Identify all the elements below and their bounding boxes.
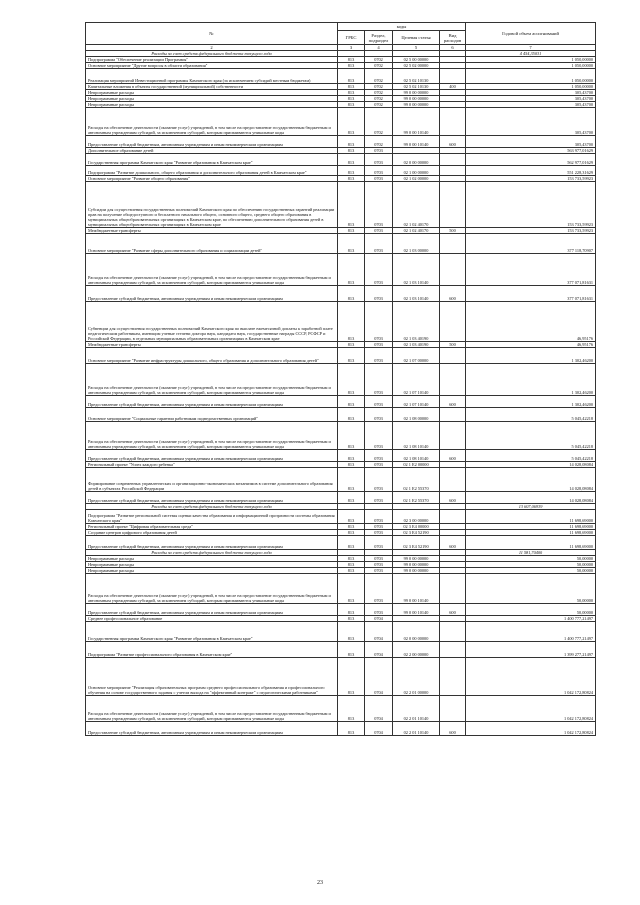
- row-csr: 02 3 E4 52190: [393, 530, 440, 536]
- row-vr: 600: [440, 450, 466, 462]
- row-amount: 1 302,46200: [466, 364, 596, 396]
- row-csr: 99 0 00 10140: [393, 604, 440, 616]
- row-grbs: 813: [338, 422, 365, 450]
- row-grbs: 813: [338, 176, 365, 182]
- row-name: Предоставление субсидий бюджетным, автономным учреждениям и иным некоммерческим организациям: [86, 492, 338, 504]
- row-razdel: 0702: [365, 90, 393, 96]
- row-csr: 02 1 07 10140: [393, 364, 440, 396]
- row-razdel: 0702: [365, 84, 393, 90]
- row-csr: 02 1 08 10140: [393, 450, 440, 462]
- row-csr: 02 5 00 00000: [393, 57, 440, 63]
- row-amount: 11 698,69000: [466, 524, 596, 530]
- row-name: Среднее профессиональное образование: [86, 616, 338, 622]
- row-name: Региональный проект "Успех каждого ребенка": [86, 462, 338, 468]
- row-grbs: 813: [338, 616, 365, 622]
- row-amount: 305,43700: [466, 90, 596, 96]
- row-amount: 551 228,31629: [466, 166, 596, 176]
- row-name: Расходы на обеспечение деятельности (оказание услуг) учреждений, в том числе на предоставление государственным бюджетным и автономным учреждениям субсидий, за исключением субсидий, которым присваиваются уникальные коды: [86, 254, 338, 286]
- row-amount: 153 733,59923: [466, 228, 596, 234]
- row-amount: 1 399 277,21497: [466, 642, 596, 658]
- row-vr: [440, 182, 466, 228]
- header-name: №: [86, 23, 338, 45]
- table-row: [86, 696, 596, 722]
- row-amount: 1 042 172,80824: [466, 722, 596, 736]
- row-csr: 02 5 02 10130: [393, 84, 440, 90]
- row-name: Субсидии для осуществления государственных полномочий Камчатского края по обеспечению государственных гарантий реализации прав на получение общедоступного и бесплатного начального общего, основного общего, среднего общего образования в муниципальных общеобразовательных организациях в Камчатском крае, по обеспечению дополнительного образования детей в муниципальных общеобразовательных организациях в Камчатском крае: [86, 182, 338, 228]
- row-amount: 50,00000: [466, 574, 596, 604]
- row-amount: 11 581,70400: [466, 550, 596, 556]
- row-csr: 99 0 00 00000: [393, 96, 440, 102]
- row-grbs: 813: [338, 364, 365, 396]
- row-amount: 50,00000: [466, 568, 596, 574]
- row-razdel: 0703: [365, 166, 393, 176]
- row-vr: 600: [440, 136, 466, 148]
- row-csr: 02 1 E2 00000: [393, 462, 440, 468]
- row-name: Подпрограмма "Развитие профессионального образования в Камчатском крае": [86, 642, 338, 658]
- row-razdel: 0703: [365, 396, 393, 408]
- row-csr: 02 1 02 40170: [393, 182, 440, 228]
- row-csr: 02 1 08 00000: [393, 408, 440, 422]
- row-razdel: 0704: [365, 722, 393, 736]
- budget-table-page: [85, 22, 595, 736]
- header-csr: Целевая статья: [393, 31, 440, 45]
- table-row: [86, 510, 596, 524]
- row-csr: 02 3 00 00000: [393, 510, 440, 524]
- row-razdel: 0703: [365, 154, 393, 166]
- table-row: [86, 468, 596, 492]
- row-amount: 1 050,00000: [466, 69, 596, 84]
- row-grbs: 813: [338, 63, 365, 69]
- row-name: Государственная программа Камчатского края "Развитие образования в Камчатском крае": [86, 154, 338, 166]
- row-grbs: 813: [338, 604, 365, 616]
- row-amount: 5 045,42218: [466, 450, 596, 462]
- row-amount: 11 698,69000: [466, 510, 596, 524]
- table-row: [86, 136, 596, 148]
- row-grbs: 813: [338, 84, 365, 90]
- row-amount: 1 302,46200: [466, 348, 596, 364]
- table-row: [86, 622, 596, 642]
- table-row: [86, 408, 596, 422]
- row-grbs: 813: [338, 102, 365, 108]
- row-name: Непрограммные расходы: [86, 102, 338, 108]
- row-csr: 02 2 01 10140: [393, 696, 440, 722]
- row-razdel: 0703: [365, 422, 393, 450]
- row-vr: [440, 166, 466, 176]
- row-csr: 02 1 03 00000: [393, 234, 440, 254]
- row-name: Капитальные вложения в объекты государственной (муниципальной) собственности: [86, 84, 338, 90]
- row-grbs: 813: [338, 96, 365, 102]
- row-csr: 99 0 00 10140: [393, 574, 440, 604]
- row-razdel: 0704: [365, 616, 393, 622]
- row-csr: 02 1 07 10140: [393, 396, 440, 408]
- row-grbs: 813: [338, 408, 365, 422]
- row-razdel: 0703: [365, 182, 393, 228]
- row-amount: 153 733,59923: [466, 182, 596, 228]
- row-csr: 99 0 00 00000: [393, 90, 440, 96]
- row-csr: 99 0 00 00000: [393, 556, 440, 562]
- header-index: 5: [393, 45, 440, 51]
- row-razdel: 0703: [365, 234, 393, 254]
- row-vr: [440, 154, 466, 166]
- header-razdel: Раздел, подраздел: [365, 31, 393, 45]
- row-razdel: 0703: [365, 604, 393, 616]
- table-row: [86, 722, 596, 736]
- row-razdel: 0703: [365, 302, 393, 342]
- row-name: Расходы на обеспечение деятельности (оказание услуг) учреждений, в том числе на предоставление государственным бюджетным и автономным учреждениям субсидий, за исключением субсидий, которым присваиваются уникальные коды: [86, 696, 338, 722]
- row-csr: 02 1 03 10140: [393, 254, 440, 286]
- row-csr: 02 1 03 40190: [393, 342, 440, 348]
- table-row: [86, 604, 596, 616]
- table-row: [86, 166, 596, 176]
- row-name: Основное мероприятие "Развитие инфраструктуры дошкольного, общего образования и дополнительного образования детей": [86, 348, 338, 364]
- row-amount: 11 698,69000: [466, 536, 596, 550]
- row-grbs: 813: [338, 622, 365, 642]
- row-vr: [440, 348, 466, 364]
- row-vr: 600: [440, 492, 466, 504]
- row-csr: 02 1 03 10140: [393, 286, 440, 302]
- row-grbs: 813: [338, 574, 365, 604]
- row-csr: 02 5 02 00000: [393, 63, 440, 69]
- row-name: Региональный проект "Цифровая образовательная среда": [86, 524, 338, 530]
- row-vr: 600: [440, 722, 466, 736]
- row-vr: 400: [440, 84, 466, 90]
- row-grbs: 813: [338, 302, 365, 342]
- header-amount: Годовой объем ассигнований: [466, 23, 596, 45]
- row-vr: [440, 574, 466, 604]
- table-row: [86, 286, 596, 302]
- table-row: [86, 234, 596, 254]
- row-name: Подпрограмма "Обеспечение реализации Программы": [86, 57, 338, 63]
- row-vr: [440, 696, 466, 722]
- table-row: [86, 574, 596, 604]
- row-vr: [440, 364, 466, 396]
- row-grbs: 813: [338, 530, 365, 536]
- row-name: Предоставление субсидий бюджетным, автономным учреждениям и иным некоммерческим организациям: [86, 722, 338, 736]
- row-amount: 377 118,70907: [466, 234, 596, 254]
- header-index: 2: [86, 45, 338, 51]
- row-name: Расходы на обеспечение деятельности (оказание услуг) учреждений, в том числе на предоставление государственным бюджетным и автономным учреждениям субсидий, за исключением субсидий, которым присваиваются уникальные коды: [86, 364, 338, 396]
- row-csr: 99 0 00 10140: [393, 108, 440, 136]
- row-csr: 02 2 01 10140: [393, 722, 440, 736]
- row-name: Подпрограмма "Развитие дошкольного, общего образования и дополнительного образования детей в Камчатском крае": [86, 166, 338, 176]
- row-name: Предоставление субсидий бюджетным, автономным учреждениям и иным некоммерческим организациям: [86, 536, 338, 550]
- row-razdel: 0702: [365, 57, 393, 63]
- row-grbs: 813: [338, 524, 365, 530]
- row-name: Межбюджетные трансферты: [86, 228, 338, 234]
- row-name: Непрограммные расходы: [86, 556, 338, 562]
- row-amount: 1 400 777,21497: [466, 616, 596, 622]
- header-vr: Вид расходов: [440, 31, 466, 45]
- table-row: [86, 302, 596, 342]
- row-razdel: 0703: [365, 562, 393, 568]
- budget-table: [85, 22, 596, 736]
- row-amount: 1 050,00000: [466, 63, 596, 69]
- row-grbs: 813: [338, 562, 365, 568]
- row-grbs: 813: [338, 166, 365, 176]
- header-index: 4: [365, 45, 393, 51]
- row-vr: 500: [440, 342, 466, 348]
- row-grbs: 813: [338, 510, 365, 524]
- row-razdel: 0703: [365, 286, 393, 302]
- row-amount: 14 028,08084: [466, 468, 596, 492]
- table-row: [86, 422, 596, 450]
- row-vr: [440, 422, 466, 450]
- row-razdel: 0703: [365, 574, 393, 604]
- row-amount: 46,95176: [466, 342, 596, 348]
- row-name: Предоставление субсидий бюджетным, автономным учреждениям и иным некоммерческим организациям: [86, 604, 338, 616]
- row-name: Субвенции для осуществления государственных полномочий Камчатского края по выплате ежемесячной доплаты к заработной плате педагогическим работникам, имеющим ученые степени доктора наук, кандидата наук, государственные награды СССР, РСФСР и Российской Федерации, в отдельных муниципальных образовательных организациях в Камчатском крае: [86, 302, 338, 342]
- row-vr: [440, 468, 466, 492]
- row-name: Основное мероприятие "Другие вопросы в области образования": [86, 63, 338, 69]
- row-name: Непрограммные расходы: [86, 568, 338, 574]
- table-row: [86, 254, 596, 286]
- row-csr: 02 1 08 10140: [393, 422, 440, 450]
- row-grbs: 813: [338, 348, 365, 364]
- row-amount: 1 042 172,80824: [466, 658, 596, 696]
- row-amount: 4 454,35031: [466, 51, 596, 57]
- table-row: [86, 658, 596, 696]
- header-grbs: ГРБС: [338, 31, 365, 45]
- row-razdel: 0702: [365, 96, 393, 102]
- row-name: Расходы за счет средств федерального бюджета текущего года: [86, 51, 338, 57]
- row-razdel: 0703: [365, 492, 393, 504]
- row-vr: [440, 254, 466, 286]
- row-razdel: 0704: [365, 642, 393, 658]
- row-grbs: 813: [338, 492, 365, 504]
- row-name: Предоставление субсидий бюджетным, автономным учреждениям и иным некоммерческим организациям: [86, 286, 338, 302]
- row-grbs: 813: [338, 342, 365, 348]
- row-name: Государственная программа Камчатского края "Развитие образования в Камчатском крае": [86, 622, 338, 642]
- row-name: Предоставление субсидий бюджетным, автономным учреждениям и иным некоммерческим организациям: [86, 136, 338, 148]
- row-amount: 1 050,00000: [466, 57, 596, 63]
- row-grbs: 813: [338, 90, 365, 96]
- row-csr: 02 1 00 00000: [393, 166, 440, 176]
- table-row: [86, 450, 596, 462]
- table-row: [86, 396, 596, 408]
- row-amount: 305,43700: [466, 102, 596, 108]
- row-razdel: 0703: [365, 462, 393, 468]
- row-vr: [440, 408, 466, 422]
- row-name: Дополнительное образование детей: [86, 148, 338, 154]
- row-name: Расходы на обеспечение деятельности (оказание услуг) учреждений, в том числе на предоставление государственным бюджетным и автономным учреждениям субсидий, за исключением субсидий, которым присваиваются уникальные коды: [86, 108, 338, 136]
- row-vr: [440, 642, 466, 658]
- row-razdel: 0702: [365, 108, 393, 136]
- table-row: [86, 108, 596, 136]
- row-vr: 600: [440, 536, 466, 550]
- row-amount: 13 607,06939: [466, 504, 596, 510]
- row-vr: 600: [440, 396, 466, 408]
- row-name: Расходы на обеспечение деятельности (оказание услуг) учреждений, в том числе на предоставление государственным бюджетным и автономным учреждениям субсидий, за исключением субсидий, которым присваиваются уникальные коды: [86, 574, 338, 604]
- row-amount: 50,00000: [466, 556, 596, 562]
- table-row: [86, 182, 596, 228]
- row-razdel: 0703: [365, 524, 393, 530]
- row-razdel: 0704: [365, 658, 393, 696]
- table-row: [86, 536, 596, 550]
- row-name: Непрограммные расходы: [86, 562, 338, 568]
- row-grbs: 813: [338, 136, 365, 148]
- row-name: Основное мероприятие "Социальные гарантии работникам подведомственных организаций": [86, 408, 338, 422]
- row-name: Основное мероприятие "Развитие сферы дополнительного образования и социализации детей": [86, 234, 338, 254]
- row-csr: 99 0 00 00000: [393, 562, 440, 568]
- row-vr: [440, 108, 466, 136]
- row-vr: 600: [440, 286, 466, 302]
- row-grbs: 813: [338, 658, 365, 696]
- row-razdel: 0703: [365, 254, 393, 286]
- row-vr: [440, 234, 466, 254]
- row-grbs: 813: [338, 450, 365, 462]
- row-name: Расходы за счет средств федерального бюджета текущего года: [86, 504, 338, 510]
- table-row: [86, 364, 596, 396]
- row-razdel: 0703: [365, 342, 393, 348]
- header-index: 7: [466, 45, 596, 51]
- row-name: Основное мероприятие "Реализация образовательных программ среднего профессионального образования и профессионального обучения на основе государственного задания с учетом выхода на "эффективный контракт" с педагогическими работниками": [86, 658, 338, 696]
- row-csr: 02 1 E2 55370: [393, 492, 440, 504]
- row-csr: 02 1 E2 55370: [393, 468, 440, 492]
- row-grbs: 813: [338, 154, 365, 166]
- row-grbs: 813: [338, 228, 365, 234]
- row-grbs: 813: [338, 396, 365, 408]
- row-amount: 1 042 172,80824: [466, 696, 596, 722]
- row-razdel: 0703: [365, 348, 393, 364]
- row-razdel: 0703: [365, 530, 393, 536]
- row-name: Расходы на обеспечение деятельности (оказание услуг) учреждений, в том числе на предоставление государственным бюджетным и автономным учреждениям субсидий, за исключением субсидий, которым присваиваются уникальные коды: [86, 422, 338, 450]
- row-amount: 11 698,69000: [466, 530, 596, 536]
- row-grbs: 813: [338, 182, 365, 228]
- row-name: Предоставление субсидий бюджетным, автономным учреждениям и иным некоммерческим организациям: [86, 450, 338, 462]
- row-razdel: 0703: [365, 148, 393, 154]
- row-name: Формирование современных управленческих и организационно-экономических механизмов в системе дополнительного образования детей в субъектах Российской Федерации: [86, 468, 338, 492]
- row-vr: [440, 69, 466, 84]
- row-amount: 1 302,46200: [466, 396, 596, 408]
- row-name: Предоставление субсидий бюджетным, автономным учреждениям и иным некоммерческим организациям: [86, 396, 338, 408]
- row-grbs: 813: [338, 57, 365, 63]
- row-razdel: 0703: [365, 556, 393, 562]
- row-vr: [440, 302, 466, 342]
- row-grbs: 813: [338, 642, 365, 658]
- row-amount: 14 028,08084: [466, 462, 596, 468]
- row-razdel: 0704: [365, 696, 393, 722]
- row-grbs: 813: [338, 148, 365, 154]
- row-csr: 02 1 07 00000: [393, 348, 440, 364]
- row-vr: [440, 510, 466, 524]
- row-name: Непрограммные расходы: [86, 90, 338, 96]
- row-razdel: 0703: [365, 408, 393, 422]
- row-csr: 99 0 00 10140: [393, 136, 440, 148]
- row-razdel: 0703: [365, 364, 393, 396]
- row-csr: 02 5 02 10130: [393, 69, 440, 84]
- row-razdel: 0703: [365, 450, 393, 462]
- row-csr: 02 3 E4 52190: [393, 536, 440, 550]
- row-csr: 02 1 02 40170: [393, 228, 440, 234]
- row-razdel: 0703: [365, 228, 393, 234]
- row-amount: 305,43700: [466, 96, 596, 102]
- row-razdel: 0702: [365, 102, 393, 108]
- row-amount: 46,95176: [466, 302, 596, 342]
- row-amount: 153 733,59923: [466, 176, 596, 182]
- row-csr: 02 0 00 00000: [393, 154, 440, 166]
- row-razdel: 0703: [365, 568, 393, 574]
- row-name: Подпрограмма "Развитие региональной системы оценки качества образования и информационной прозрачности системы образования Камчатского края": [86, 510, 338, 524]
- row-grbs: 813: [338, 69, 365, 84]
- row-razdel: 0703: [365, 176, 393, 182]
- page-number: 23: [317, 880, 323, 886]
- row-razdel: 0703: [365, 510, 393, 524]
- row-csr: 99 0 00 00000: [393, 102, 440, 108]
- row-csr: 02 2 01 00000: [393, 658, 440, 696]
- table-row: [86, 348, 596, 364]
- row-amount: 1 400 777,21497: [466, 622, 596, 642]
- row-grbs: 813: [338, 568, 365, 574]
- row-amount: 50,00000: [466, 562, 596, 568]
- row-grbs: 813: [338, 254, 365, 286]
- row-razdel: 0703: [365, 536, 393, 550]
- row-grbs: 813: [338, 556, 365, 562]
- row-csr: 02 2 00 00000: [393, 642, 440, 658]
- row-name: Реализация мероприятий Инвестиционной программы Камчатского края (за исключением субсидий местным бюджетам): [86, 69, 338, 84]
- row-amount: 563 977,01629: [466, 148, 596, 154]
- row-csr: 02 3 E4 00000: [393, 524, 440, 530]
- row-razdel: 0702: [365, 69, 393, 84]
- row-name: Межбюджетные трансферты: [86, 342, 338, 348]
- row-grbs: 813: [338, 108, 365, 136]
- row-amount: 14 028,08084: [466, 492, 596, 504]
- row-csr: 99 0 00 00000: [393, 568, 440, 574]
- row-vr: [440, 622, 466, 642]
- row-name: Расходы за счет средств федерального бюджета текущего года: [86, 550, 338, 556]
- row-csr: 02 0 00 00000: [393, 622, 440, 642]
- row-vr: [440, 658, 466, 696]
- row-amount: 5 045,42218: [466, 422, 596, 450]
- row-name: Непрограммные расходы: [86, 96, 338, 102]
- header-index: 3: [338, 45, 365, 51]
- row-amount: 305,43700: [466, 108, 596, 136]
- row-grbs: 813: [338, 468, 365, 492]
- row-razdel: 0703: [365, 468, 393, 492]
- row-amount: 377 071,81631: [466, 254, 596, 286]
- row-grbs: 813: [338, 696, 365, 722]
- row-amount: 562 977,01629: [466, 154, 596, 166]
- row-amount: 1 050,00000: [466, 84, 596, 90]
- row-csr: 02 1 03 40190: [393, 302, 440, 342]
- row-csr: 02 1 02 00000: [393, 176, 440, 182]
- row-amount: 5 045,42218: [466, 408, 596, 422]
- row-razdel: 0702: [365, 136, 393, 148]
- row-grbs: 813: [338, 286, 365, 302]
- row-amount: 50,00000: [466, 604, 596, 616]
- row-amount: 377 071,81631: [466, 286, 596, 302]
- table-row: [86, 69, 596, 84]
- header-codes: коды: [338, 23, 466, 31]
- row-grbs: 813: [338, 536, 365, 550]
- header-index: 6: [440, 45, 466, 51]
- row-grbs: 813: [338, 234, 365, 254]
- row-vr: 500: [440, 228, 466, 234]
- table-row: [86, 154, 596, 166]
- table-row: [86, 492, 596, 504]
- row-vr: 600: [440, 604, 466, 616]
- row-razdel: 0702: [365, 63, 393, 69]
- row-name: Основное мероприятие "Развитие общего образования": [86, 176, 338, 182]
- row-amount: 305,43700: [466, 136, 596, 148]
- row-name: Создание центров цифрового образования детей: [86, 530, 338, 536]
- row-grbs: 813: [338, 462, 365, 468]
- row-grbs: 813: [338, 722, 365, 736]
- row-razdel: 0704: [365, 622, 393, 642]
- table-row: [86, 642, 596, 658]
